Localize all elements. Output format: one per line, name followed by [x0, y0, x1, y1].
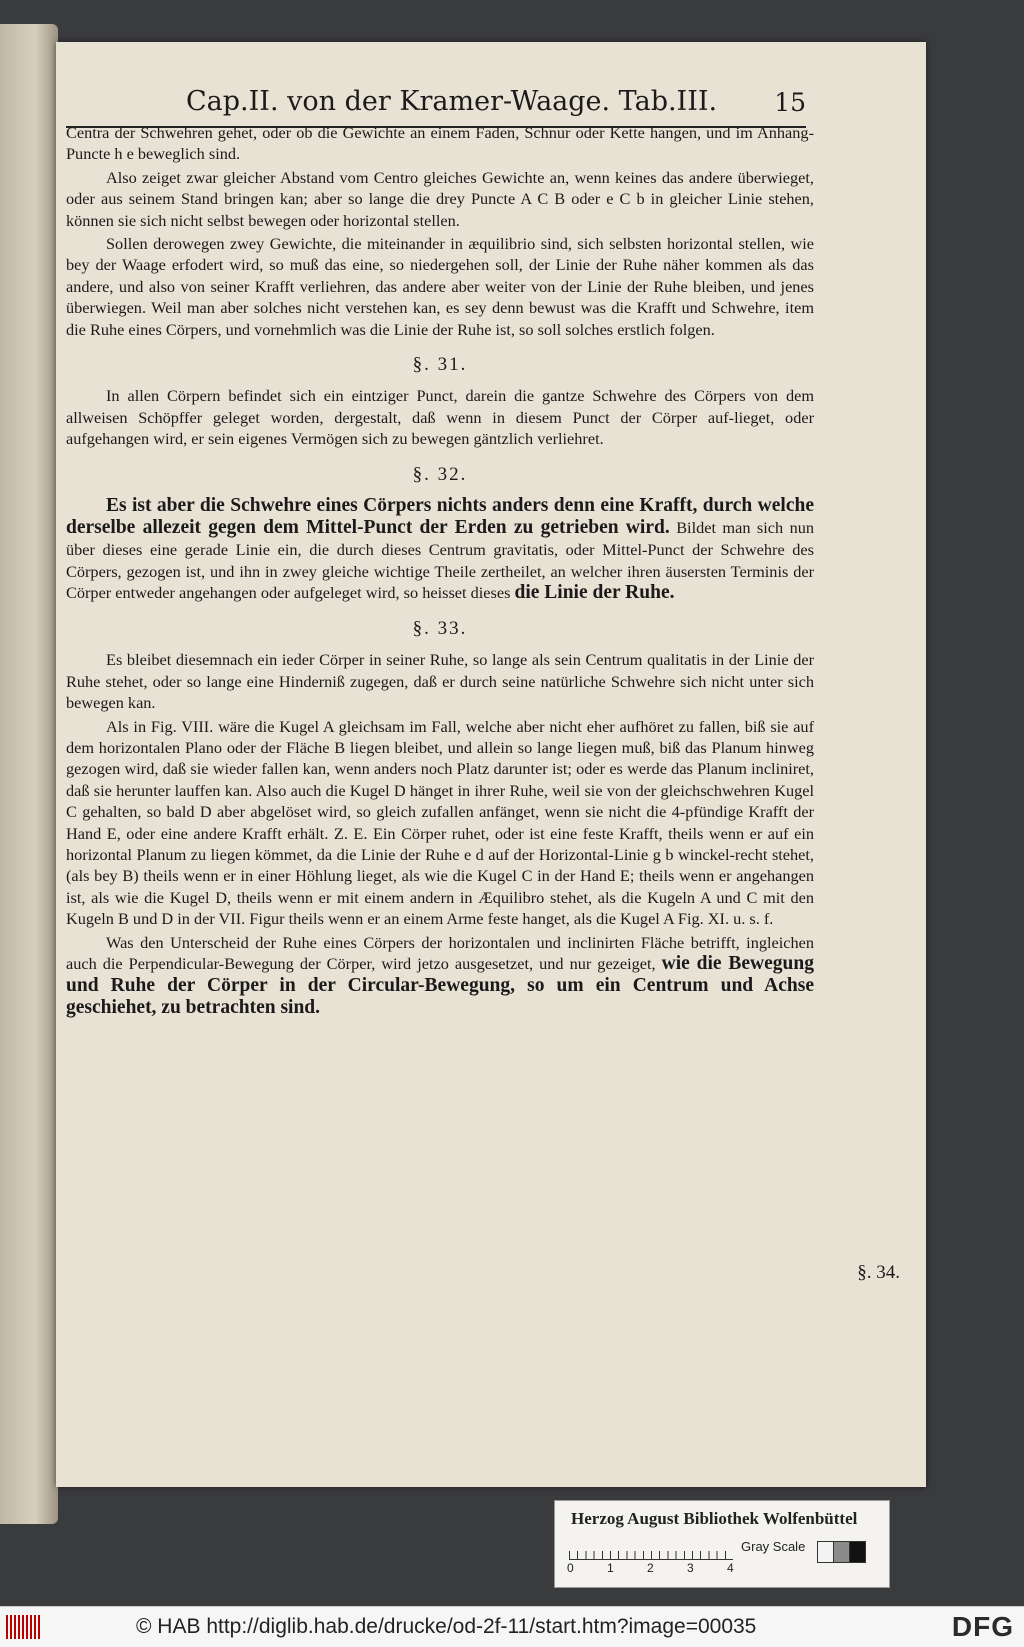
gray-swatch-white	[817, 1541, 834, 1563]
paragraph-4: In allen Cörpern befindet sich ein eintziger Punct, darein die gantze Schwehre des Cörpers von dem allweisen Schöpffer geleget worden, dergestalt, daß wenn in diesem Punct der Cörper auf-lieget, oder aufgehangen wird, er sein eigenes Vermögen sich zu bewegen gäntzlich verliehret.	[66, 386, 814, 449]
gray-swatch-black	[849, 1541, 866, 1563]
paragraph-5-text: Bildet man sich nun über dieses eine gerade Linie ein, die durch dieses Centrum gravitatis, oder Mittel-Punct der Schwehre des Cörpers, gezogen ist, und ihn in zwey gleiche wichtige Theile zertheilet, an welcher ihren äusersten Terminis der Cörper entweder angehangen oder aufgeleget wird, so heisset dieses	[66, 518, 815, 602]
scale-ruler	[569, 1537, 733, 1560]
line-of-rest-term: die Linie der Ruhe.	[514, 581, 675, 603]
paragraph-8-emphasis: wie die Bewegung und Ruhe der Cörper in der Circular-Bewegung, so um ein Centrum und Achse geschiehet, zu betrachten sind.	[66, 953, 814, 1018]
hab-logo-icon	[6, 1615, 42, 1639]
paragraph-3: Sollen derowegen zwey Gewichte, die miteinander in æquilibrio sind, sich selbsten horizontal stellen, wie bey der Waage erfodert wird, so muß das eine, so niedergehen soll, der Linie der Ruhe näher kommen als das andere, und also von seiner Krafft verliehren, das andere aber weiter von der Linie der Ruhe bleiben, und jenes überwiegen. Weil man aber solches nicht verstehen kan, es sey denn bewust was die Krafft und Schwehre, item die Ruhe eines Cörpers, und vornehmlich was die Linie der Ruhe ist, so soll solches erstlich folgen.	[66, 234, 814, 339]
paragraph-5	[66, 495, 814, 604]
library-name: Herzog August Bibliothek Wolfenbüttel	[571, 1509, 858, 1528]
section-32-heading: §. 32.	[412, 463, 468, 485]
gray-swatch-mid	[833, 1541, 850, 1563]
paragraph-1: Centra der Schwehren gehet, oder ob die Gewichte an einem Faden, Schnur oder Kette hangen, und im Anhang-Puncte h e beweglich sind.	[66, 123, 814, 164]
gray-scale-label: Gray Scale	[741, 1539, 806, 1554]
page-number: 15	[774, 88, 806, 117]
viewer-footer	[0, 1606, 1024, 1647]
source-link[interactable]: © HAB http://diglib.hab.de/drucke/od-2f-11/start.htm?image=00035	[136, 1615, 757, 1638]
ruler-tick-3: 3	[687, 1561, 694, 1575]
definition-gravity: Es ist aber die Schwehre eines Cörpers nichts anders denn eine Krafft, durch welche derselbe allezeit gegen dem Mittel-Punct der Erden zu getrieben wird.	[66, 495, 814, 539]
dfg-logo: DFG	[951, 1611, 1014, 1642]
ruler-tick-4: 4	[727, 1561, 734, 1575]
ruler-tick-2: 2	[647, 1561, 654, 1575]
adjacent-page-edge	[0, 24, 58, 1524]
ruler-tick-1: 1	[607, 1561, 614, 1575]
paragraph-8	[66, 932, 814, 1019]
ruler-tick-0: 0	[567, 1561, 574, 1575]
paragraph-6: Es bleibet diesemnach ein ieder Cörper in seiner Ruhe, so lange als sein Centrum qualitatis in der Linie der Ruhe stehet, oder so lange eine Hinderniß zugegen, daß er durch seine natürliche Schwehre sich nicht unter sich bewegen kan.	[66, 650, 814, 713]
page-body	[66, 122, 814, 1021]
paragraph-8-text: Was den Unterscheid der Ruhe eines Cörpers der horizontalen und inclinirten Fläche betrifft, ingleichen auch die Perpendicular-Bewegung der Cörper, wird jetzo ausgesetzet, und nur gezeiget,	[66, 932, 814, 973]
paragraph-7: Als in Fig. VIII. wäre die Kugel A gleichsam im Fall, welche aber nicht eher aufhöret zu fallen, biß sie auf dem horizontalen Plano oder der Fläche B liegen bleibet, und allein so lange liegen muß, biß das Planum hinweg gezogen wird, daß sie wieder fallen kan, wenn anders noch Platz darunter ist; oder es werde das Planum incliniret, daß sie herunter lauffen kan. Also auch die Kugel D hänget in ihrer Ruhe, weil sie von der gleichschwehren Kugel C gehalten, so bald D aber abgelöset wird, so gleich zufallen anfänget, wenn sie nicht die 4-pfündige Krafft der Hand E, oder eine andere Krafft erhält. Z. E. Ein Cörper ruhet, oder ist eine feste Krafft, theils wenn er auf ein horizontal Planum zu liegen kömmet, da die Linie der Ruhe e d auf der Horizontal-Linie g b winckel-recht stehet, (als bey B) theils wenn er in einer Höhlung lieget, als wie die Kugel C in der Hand E; theils wenn er angehangen ist, als wie die Kugel D, theils wenn er mit einem andern in Æquilibro stehet, als die Kugeln A und C mit den Kugeln B und D in der VII. Figur theils wenn er an einem Arme feste hanget, als die Kugel A Fig. XI. u. s. f.	[66, 716, 814, 929]
section-33-heading: §. 33.	[412, 617, 468, 639]
section-31-heading: §. 31.	[412, 354, 468, 376]
library-color-label	[554, 1500, 890, 1588]
running-title: Cap.II. von der Kramer-Waage. Tab.III.	[186, 86, 718, 117]
paragraph-2: Also zeiget zwar gleicher Abstand vom Centro gleiches Gewichte an, wenn keines das andere überwieget, oder aus seinem Stand bringen kan; aber so lange die drey Puncte A C B oder e C b in gleicher Linie stehen, können sie sich nicht selbst bewegen oder horizontal stellen.	[66, 167, 814, 230]
catchword: §. 34.	[857, 1262, 900, 1283]
